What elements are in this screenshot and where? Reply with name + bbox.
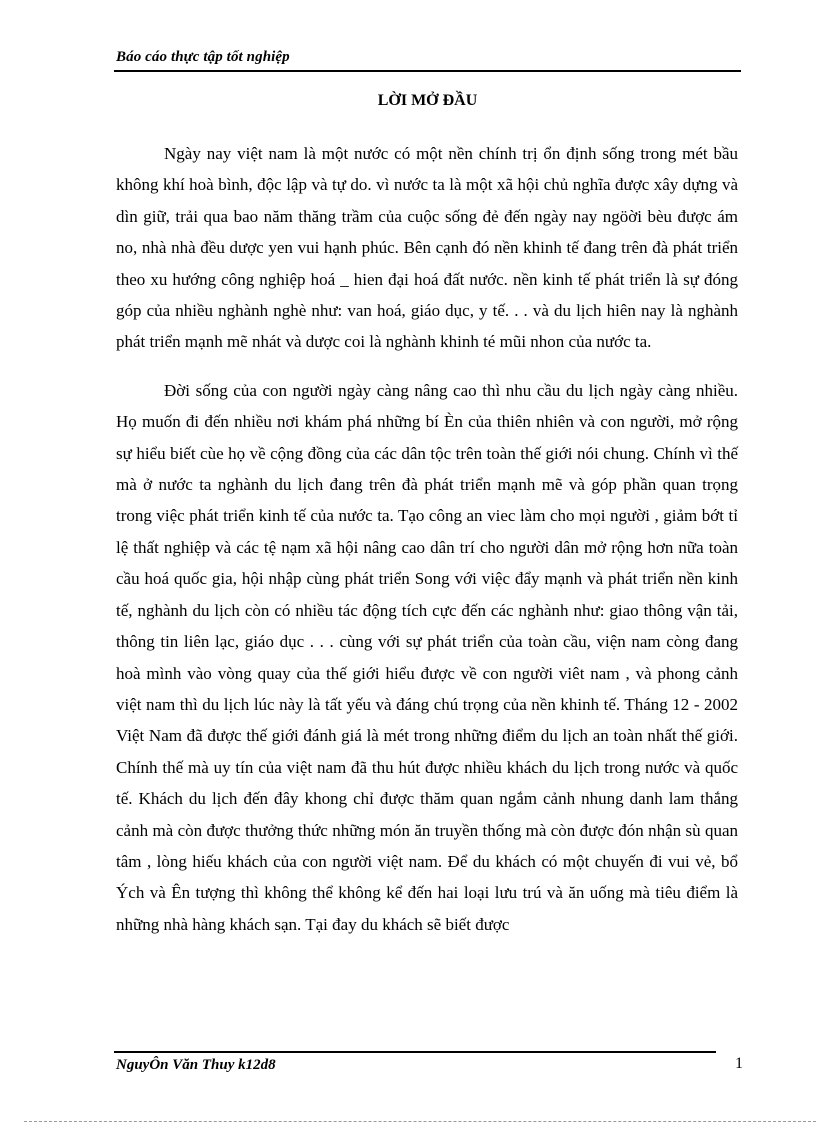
paragraph-2: Đời sống của con người ngày càng nâng cao thì nhu cầu du lịch ngày càng nhiều. Họ muốn đi đến nhiều nơi khám phá những bí Èn của thiên nhiên và con người, mở rộng sự hiểu biết cùe họ về cộng đồng của các dân tộc trên toàn thế giới nói chung. Chính vì thế mà ở nước ta nghành du lịch đang trên đà phát triển mạnh mẽ và góp phần quan trọng trong việc phát triển kinh tế của nước ta. Tạo công an viec làm cho mọi người , giảm bớt tỉ lệ thất nghiệp và các tệ nạm xã hội nâng cao dân trí cho người dân mở rộng hơn nữa toàn cầu hoá quốc gia, hội nhập cùng phát triển Song với việc đẩy mạnh và phát triển nền kinh tế, nghành du lịch còn có nhiều tác động tích cực đến các nghành như: giao thông vận tải, thông tin liên lạc, giáo dục . . . cùng với sự phát triển của toàn cầu, viện nam còng đang hoà mình vào vòng quay của thế giới hiểu được về con người viêt nam , và phong cảnh việt nam thì du lịch lúc này là tất yếu và đáng chú trọng của nền khinh tế. Tháng 12 - 2002 Việt Nam đã được thế giới đánh giá là mét trong những điểm du lịch an toàn nhất thế giới. Chính thế mà uy tín của việt nam đã thu hút được nhiều khách du lịch trong nước và quốc tế. Khách du lịch đến đây khong chỉ được thăm quan ngắm cảnh nhung danh lam thắng cảnh mà còn được thưởng thức những món ăn truyền thống mà còn được đón nhận sù quan tâm , lòng hiếu khách của con người việt nam. Để du khách có một chuyến đi vui vẻ, bổ Ých và Ên tượng thì không thể không kể đến hai loại lưu trú và ăn uống mà tiêu điểm là những nhà hàng khách sạn. Tại đay du khách sẽ biết được [116, 380, 738, 934]
document-body [116, 138, 738, 940]
running-footer: NguyÔn Văn Thuy k12d8 [116, 1057, 276, 1073]
running-header: Báo cáo thực tập tốt nghiệp [116, 49, 290, 65]
page-boundary-line [24, 1121, 816, 1122]
page-title: LỜI MỞ ĐẦU [377, 92, 478, 109]
paragraph-1: Ngày nay việt nam là một nước có một nền chính trị ổn định sống trong mét bầu không khí hoà bình, độc lập và tự do. vì nước ta là một xã hội chủ nghĩa được xây dựng và dìn giữ, trải qua bao năm thăng trầm của cuộc sống đẻ đến ngày nay ngöời bèu được ám no, nhà nhà đều dược yen vui hạnh phúc. Bên cạnh đó nền khinh tế đang trên đà phát triển theo xu hướng công nghiệp hoá _ hien đại hoá đất nước. nền kinh tế phát triển là sự đóng góp của nhiều nghành nghè như: van hoá, giáo dục, y tế. . . và du lịch hiên nay là nghành phát triển mạnh mẽ nhát và dược coi là nghành khinh té mũi nhon của nước ta. [116, 144, 738, 352]
header-divider [114, 70, 741, 72]
page-number: 1 [735, 1055, 743, 1072]
footer-divider [114, 1051, 716, 1053]
